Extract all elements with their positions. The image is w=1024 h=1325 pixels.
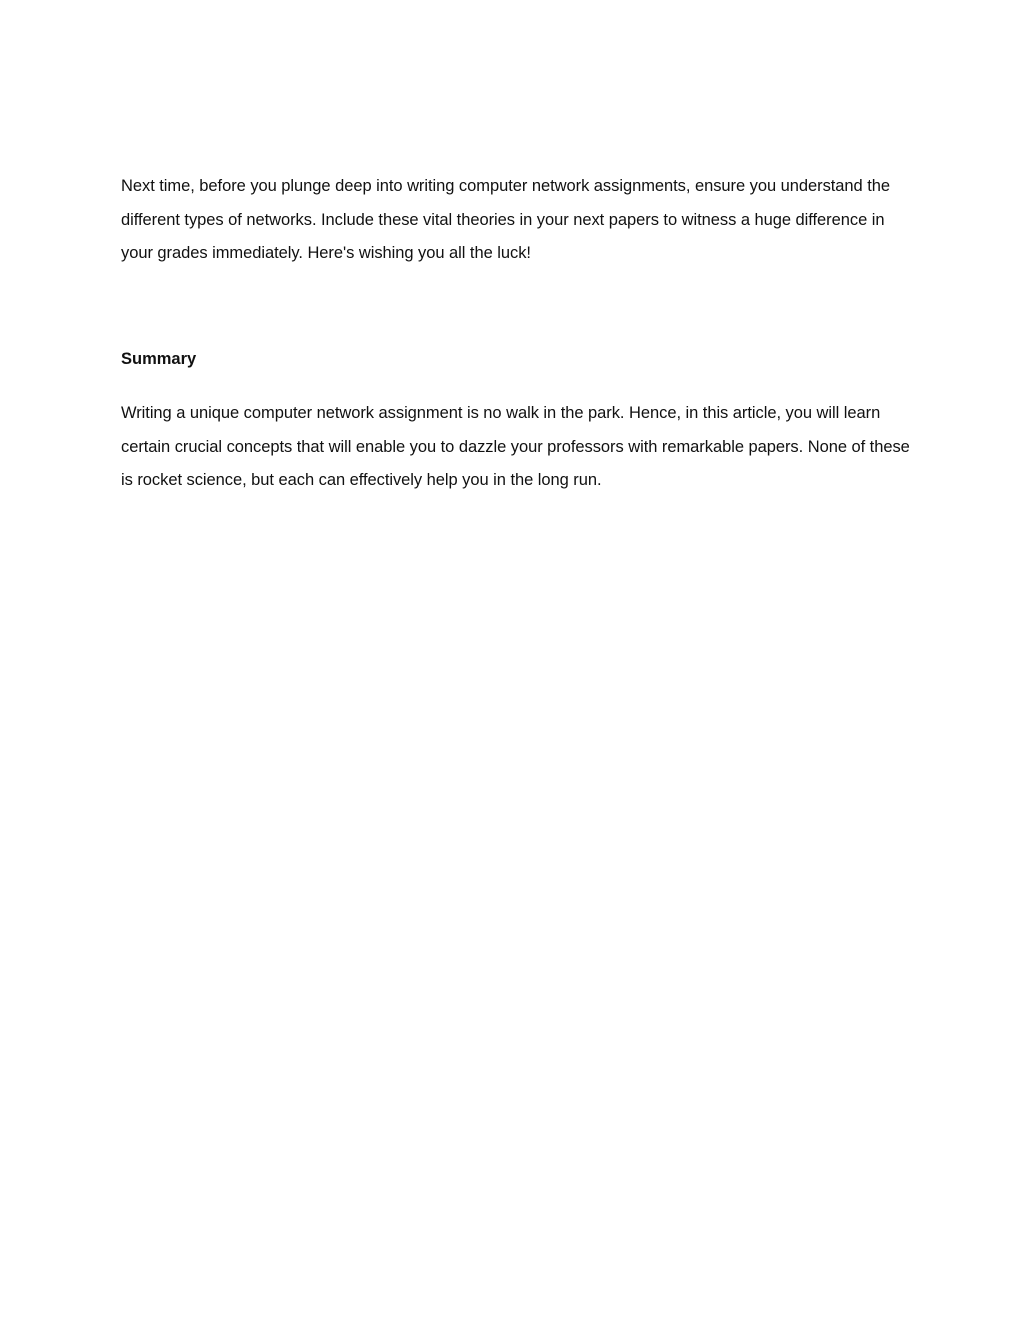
closing-paragraph: Next time, before you plunge deep into writing computer network assignments, ensure you understand the different types of networks. Include these vital theories in your next papers to witness a huge difference in your grades immediately. Here's wishing you all the luck!	[121, 177, 891, 262]
document-body	[121, 170, 911, 489]
summary-paragraph: Writing a unique computer network assignment is no walk in the park. Hence, in this article, you will learn certain crucial concepts that will enable you to dazzle your professors with remarkable papers. None of these is rocket science, but each can effectively help you in the long run.	[121, 404, 910, 489]
summary-heading: Summary	[121, 350, 197, 368]
